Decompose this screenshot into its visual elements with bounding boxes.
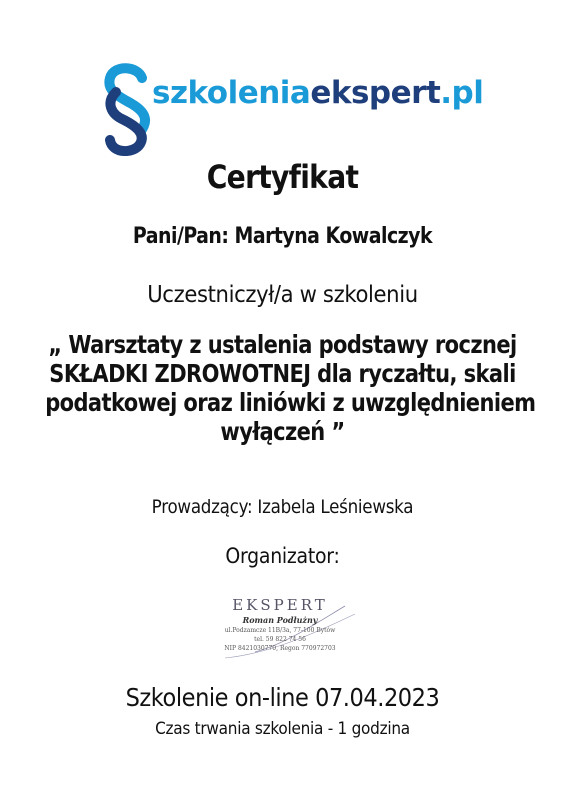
szkoleniaekspert-logo	[100, 60, 484, 156]
training-title	[0, 330, 565, 446]
stamp-ids: NIP 8421030770, Regon 770972703	[224, 645, 336, 652]
logo-text-part-2: ekspert	[310, 75, 441, 111]
certificate-title: Certyfikat	[206, 158, 359, 196]
stamp-phone: tel. 59 822 74 56	[254, 636, 306, 643]
training-duration: Czas trwania szkolenia - 1 godzina	[155, 719, 410, 739]
stamp-owner: Roman Podłużny	[242, 615, 318, 625]
participant-name: Pani/Pan: Martyna Kowalczyk	[132, 224, 433, 249]
logo-text-part-1: szkolenia	[152, 75, 311, 111]
lecturer: Prowadzący: Izabela Leśniewska	[151, 496, 414, 518]
section-sign-icon	[100, 60, 156, 156]
logo-text-part-3: .pl	[440, 75, 484, 111]
logo-wordmark	[152, 75, 484, 111]
training-date: Szkolenie on-line 07.04.2023	[125, 683, 440, 712]
training-title-line: wyłączeń ”	[220, 417, 345, 446]
stamp-company-name: EKSPERT	[232, 596, 328, 614]
training-title-line: podatkowej oraz liniówki z uwzględnieniem	[45, 388, 536, 417]
stamp-address: ul.Podzamcze 11B/3a, 77-100 Bytów	[224, 627, 336, 634]
organizer-label: Organizator:	[225, 544, 340, 568]
organizer-stamp	[195, 594, 365, 664]
training-title-line: „ Warsztaty z ustalenia podstawy rocznej	[48, 330, 517, 359]
participation-statement: Uczestniczył/a w szkoleniu	[147, 282, 418, 308]
training-title-line: SKŁADKI ZDROWOTNEJ dla ryczałtu, skali	[49, 359, 516, 388]
